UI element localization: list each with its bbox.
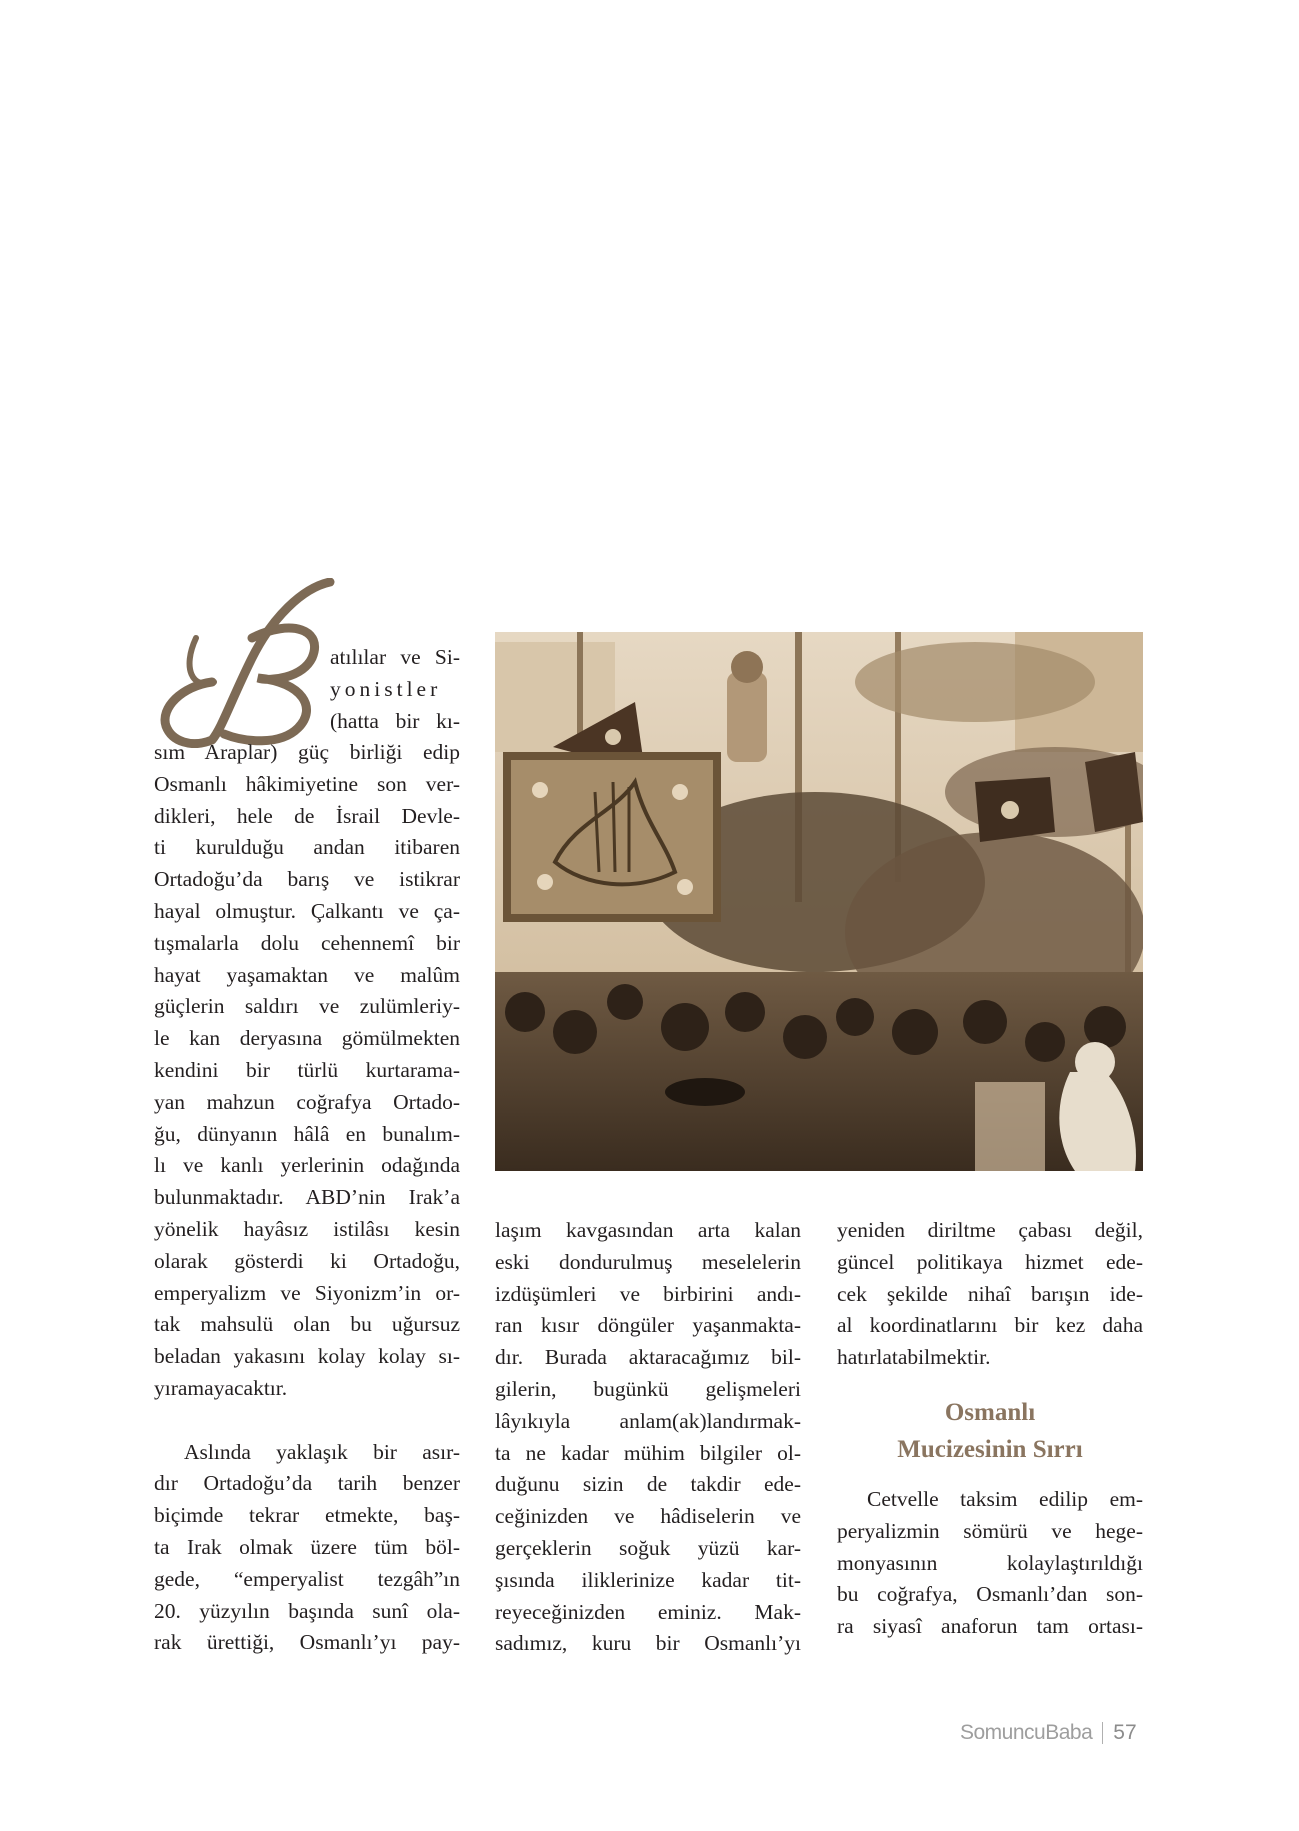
text-line: dır. Burada aktaracağımız bil-: [495, 1345, 801, 1370]
text-line: tak mahsulü olan bu uğursuz: [154, 1312, 460, 1337]
text-line: Cetvelle taksim edilip em-: [867, 1486, 1143, 1511]
page-number: 57: [1113, 1721, 1137, 1744]
text-line: yonistler: [330, 676, 442, 701]
text-line: hayal olmuştur. Çalkantı ve ça-: [154, 898, 460, 923]
text-line: ti kurulduğu andan itibaren: [154, 835, 460, 860]
text-line: gede, “emperyalist tezgâh”ın: [154, 1566, 460, 1591]
text-line: güncel politikaya hizmet ede-: [837, 1249, 1143, 1274]
magazine-brand-part2: Baba: [1045, 1721, 1093, 1744]
text-line: 20. yüzyılın başında sunî ola-: [154, 1598, 460, 1623]
column-1: [154, 737, 460, 1659]
text-line: olarak gösterdi ki Ortadoğu,: [154, 1248, 460, 1273]
magazine-brand-part1: Somuncu: [960, 1721, 1046, 1744]
text-line: bulunmaktadır. ABD’nin Irak’a: [154, 1185, 460, 1210]
text-line: tışmalarla dolu cehennemî bir: [154, 930, 460, 955]
text-line: ra siyasî anaforun tam ortası-: [837, 1614, 1143, 1639]
section-heading-line-2: Mucizesinin Sırrı: [897, 1435, 1083, 1463]
text-line: ceğinizden ve hâdiselerin ve: [495, 1504, 801, 1529]
text-line: izdüşümleri ve birbirini andı-: [495, 1281, 801, 1306]
text-line: le kan deryasına gömülmekten: [154, 1026, 460, 1051]
text-line: sım Araplar) güç birliği edip: [154, 740, 460, 764]
text-line: biçimde tekrar etmekte, baş-: [154, 1503, 460, 1528]
text-line: sadımız, kuru bir Osmanlı’yı: [495, 1631, 801, 1656]
text-line: al koordinatlarını bir kez daha: [837, 1313, 1143, 1338]
text-line: laşım kavgasından arta kalan: [495, 1218, 801, 1242]
text-line: gerçeklerin soğuk yüzü kar-: [495, 1535, 801, 1560]
text-line: ran kısır döngüler yaşanmakta-: [495, 1313, 801, 1338]
text-line: güçlerin saldırı ve zulümleriy-: [154, 994, 460, 1019]
column-2: [495, 1215, 801, 1660]
text-line: yan mahzun coğrafya Ortado-: [154, 1089, 460, 1114]
text-line: duğunu sizin de takdir ede-: [495, 1472, 801, 1497]
text-line: monyasının kolaylaştırıldığı: [837, 1550, 1143, 1575]
drop-cap-adjacent-lines: [330, 642, 460, 737]
text-line: ta ne kadar mühim bilgiler ol-: [495, 1440, 801, 1465]
column-3: [837, 1215, 1143, 1643]
text-line: Aslında yaklaşık bir asır-: [184, 1439, 460, 1464]
text-line: reyeceğinizden eminiz. Mak-: [495, 1599, 801, 1624]
text-line: ğu, dünyanın hâlâ en bunalım-: [154, 1121, 460, 1146]
text-line: peryalizmin sömürü ve hege-: [837, 1518, 1143, 1543]
text-line: yıramayacaktır.: [154, 1375, 288, 1400]
text-line: cek şekilde nihaî barışın ide-: [837, 1281, 1143, 1306]
text-line: Ortadoğu’da barış ve istikrar: [154, 867, 460, 892]
text-line: dır Ortadoğu’da tarih benzer: [154, 1471, 460, 1496]
text-line: emperyalizm ve Siyonizm’in or-: [154, 1280, 460, 1305]
section-heading-line-1: Osmanlı: [944, 1398, 1036, 1426]
text-line: (hatta bir kı-: [330, 708, 460, 733]
sepia-crowd-photo-image: [495, 632, 1143, 1171]
text-line: yeniden diriltme çabası değil,: [837, 1218, 1143, 1242]
text-line: kendini bir türlü kurtarama-: [154, 1057, 460, 1082]
text-line: dikleri, hele de İsrail Devle-: [154, 803, 460, 828]
text-line: şısında iliklerinize kadar tit-: [495, 1567, 801, 1592]
historical-photo: [495, 632, 1143, 1171]
drop-cap-letter: [152, 578, 348, 748]
text-line: hatırlatabilmektir.: [837, 1345, 991, 1370]
text-line: Osmanlı hâkimiyetine son ver-: [154, 771, 460, 796]
text-line: bu coğrafya, Osmanlı’dan son-: [837, 1582, 1143, 1607]
text-line: yönelik hayâsız istilâsı kesin: [154, 1216, 460, 1241]
page-footer: [960, 1718, 1137, 1748]
text-line: hayat yaşamaktan ve malûm: [154, 962, 460, 987]
text-line: lâyıkıyla anlam(ak)landırmak-: [495, 1408, 801, 1433]
footer-divider: [1102, 1722, 1103, 1744]
text-line: eski dondurulmuş meselelerin: [495, 1249, 801, 1274]
text-line: lı ve kanlı yerlerinin odağında: [154, 1153, 460, 1178]
text-line: gilerin, bugünkü gelişmeleri: [495, 1376, 801, 1401]
text-line: beladan yakasını kolay kolay sı-: [154, 1344, 460, 1369]
text-line: atılılar ve Si-: [330, 645, 460, 669]
text-line: ta Irak olmak üzere tüm böl-: [154, 1534, 460, 1559]
text-line: rak ürettiği, Osmanlı’yı pay-: [154, 1630, 460, 1655]
